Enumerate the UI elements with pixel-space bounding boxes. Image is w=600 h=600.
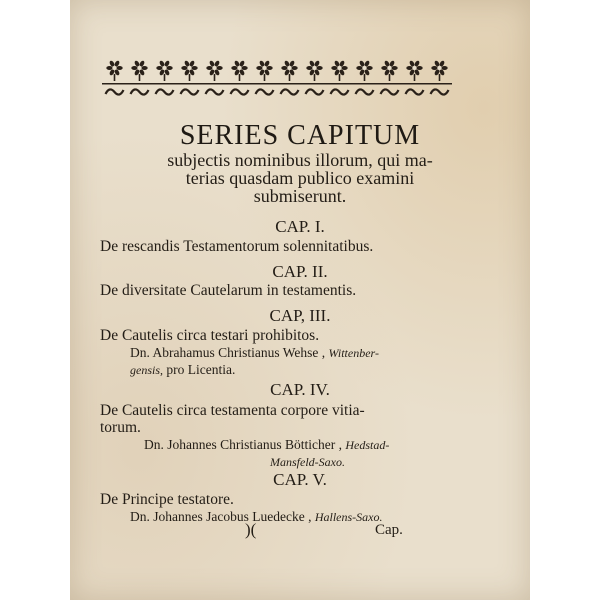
author-note: pro Licentia. xyxy=(166,362,236,377)
ornament-petal xyxy=(206,66,212,70)
ornament-petal xyxy=(181,66,187,70)
page-subtitle xyxy=(100,151,500,205)
ornament-center xyxy=(312,66,316,70)
ornament-center xyxy=(137,66,141,70)
author-place-cont: Mansfeld-Saxo. xyxy=(270,455,345,469)
chapter-text-line: torum. xyxy=(100,419,141,436)
ornament-stem xyxy=(314,74,316,81)
chapter-text: De Principe testatore. xyxy=(100,491,234,508)
ornament-stem xyxy=(289,74,291,81)
ornament-scroll xyxy=(281,89,299,94)
ornament-stem xyxy=(264,74,266,81)
ornament-scroll xyxy=(131,89,149,94)
ornament-scroll xyxy=(406,89,424,94)
decorative-ornament-band xyxy=(102,56,452,106)
ornament-stem xyxy=(389,74,391,81)
ornament-petal xyxy=(341,66,347,70)
ornament-center xyxy=(337,66,341,70)
subtitle-line: terias quasdam publico examini xyxy=(185,168,415,188)
ornament-center xyxy=(437,66,441,70)
chapter-heading: CAP, III. xyxy=(269,306,331,325)
ornament-center xyxy=(287,66,291,70)
ornament-petal xyxy=(216,66,222,70)
ornament-stem xyxy=(364,74,366,81)
ornament-center xyxy=(162,66,166,70)
author-place: Hallens-Saxo. xyxy=(314,510,383,524)
ornament-petal xyxy=(406,66,412,70)
ornament-stem xyxy=(339,74,341,81)
ornament-scroll xyxy=(356,89,374,94)
author-name: Dn. Johannes Christianus Bötticher , xyxy=(144,437,342,452)
ornament-stem xyxy=(139,74,141,81)
ornament-scroll xyxy=(331,89,349,94)
chapter-text: De Cautelis circa testari prohibitos. xyxy=(100,327,320,344)
chapter-author-cont xyxy=(270,453,345,471)
chapter-author xyxy=(130,344,379,362)
ornament-center xyxy=(112,66,116,70)
ornament-center xyxy=(187,66,191,70)
ornament-center xyxy=(412,66,416,70)
chapter-text-line: De Cautelis circa testamenta corpore vitia- xyxy=(100,402,365,419)
ornament-rule xyxy=(102,83,452,85)
ornament-stem xyxy=(239,74,241,81)
ornament-petal xyxy=(281,66,287,70)
subtitle-line: submiserunt. xyxy=(253,186,347,206)
ornament-scroll xyxy=(256,89,274,94)
author-place-cont: gensis, xyxy=(130,363,163,377)
ornament-stem xyxy=(214,74,216,81)
ornament-center xyxy=(362,66,366,70)
ornament-petal xyxy=(256,66,262,70)
ornament-center xyxy=(212,66,216,70)
ornament-stem xyxy=(439,74,441,81)
chapter-text: De diversitate Cautelarum in testamentis. xyxy=(100,282,357,299)
ornament-stem xyxy=(189,74,191,81)
ornament-petal xyxy=(106,66,112,70)
ornament-petal xyxy=(191,66,197,70)
chapter-text xyxy=(100,402,450,436)
ornament-petal xyxy=(306,66,312,70)
ornament-petal xyxy=(416,66,422,70)
ornament-scroll xyxy=(206,89,224,94)
ornament-center xyxy=(262,66,266,70)
ornament-petal xyxy=(231,66,237,70)
ornament-stem xyxy=(114,74,116,81)
book-page xyxy=(70,0,530,600)
ornament-petal xyxy=(316,66,322,70)
author-place: Wittenber- xyxy=(328,346,379,360)
page-title: SERIES CAPITUM xyxy=(179,120,421,151)
ornament-scroll xyxy=(106,89,124,94)
ornament-stem xyxy=(164,74,166,81)
ornament-scroll xyxy=(156,89,174,94)
ornament-petal xyxy=(366,66,372,70)
ornament-center xyxy=(387,66,391,70)
chapter-heading: CAP. V. xyxy=(273,470,327,489)
ornament-center xyxy=(237,66,241,70)
chapter-author xyxy=(144,436,389,454)
ornament-petal xyxy=(356,66,362,70)
ornament-scroll xyxy=(381,89,399,94)
chapter-text: De rescandis Testamentorum solennitatibus. xyxy=(100,238,374,255)
chapter-heading: CAP. IV. xyxy=(270,380,330,399)
signature-mark: )( xyxy=(245,520,257,539)
ornament-petal xyxy=(391,66,397,70)
ornament-petal xyxy=(381,66,387,70)
author-name: Dn. Johannes Jacobus Luedecke , xyxy=(130,509,312,524)
ornament-petal xyxy=(291,66,297,70)
ornament-scroll xyxy=(431,89,449,94)
ornament-petal xyxy=(116,66,122,70)
ornament-petal xyxy=(166,66,172,70)
ornament-scroll xyxy=(181,89,199,94)
ornament-petal xyxy=(266,66,272,70)
ornament-petal xyxy=(431,66,437,70)
ornament-petal xyxy=(131,66,137,70)
catchword: Cap. xyxy=(375,522,403,538)
ornament-petal xyxy=(331,66,337,70)
ornament-stem xyxy=(414,74,416,81)
ornament-petal xyxy=(141,66,147,70)
ornament-scroll xyxy=(306,89,324,94)
ornament-petal xyxy=(156,66,162,70)
ornament-scroll xyxy=(231,89,249,94)
ornament-petal xyxy=(241,66,247,70)
chapter-heading: CAP. II. xyxy=(272,262,328,281)
chapter-author-cont xyxy=(130,361,235,379)
chapter-heading: CAP. I. xyxy=(275,217,325,236)
author-place: Hedstad- xyxy=(345,438,390,452)
ornament-petal xyxy=(441,66,447,70)
subtitle-line: subjectis nominibus illorum, qui ma- xyxy=(167,150,433,170)
author-name: Dn. Abrahamus Christianus Wehse , xyxy=(130,345,326,360)
